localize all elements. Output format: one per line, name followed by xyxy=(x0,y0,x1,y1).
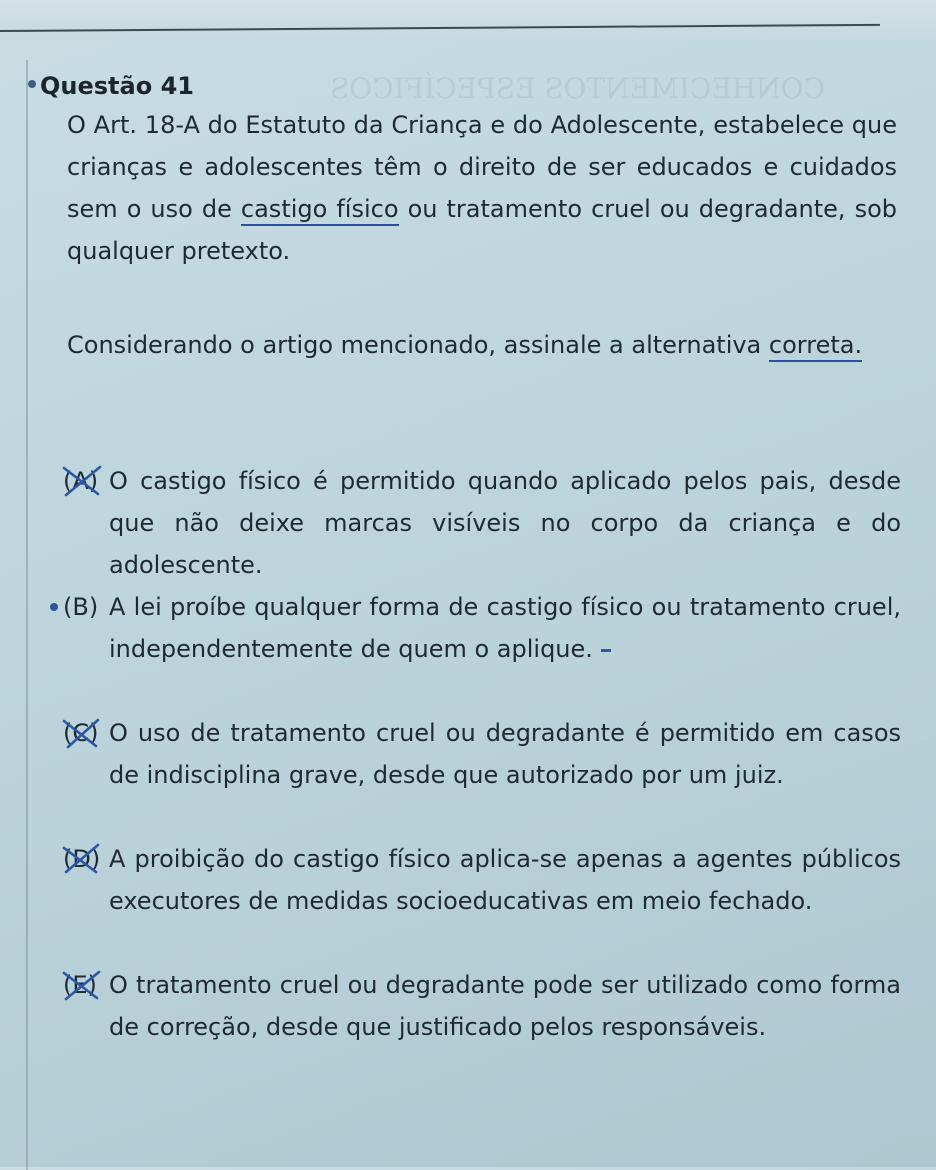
alternative-text: O tratamento cruel ou degradante pode ser utilizado como forma de correção, desde que justificado pelos responsáveis. xyxy=(109,971,901,1041)
bleed-through-text: CONHECIMENTOS ESPECÍFICOS xyxy=(330,72,825,105)
question-statement xyxy=(67,104,897,272)
alternative-d[interactable] xyxy=(63,838,901,922)
statement-text-2: ou tratamento cruel ou degradante, sob qualquer pretexto. xyxy=(67,195,898,265)
question-title: Questão 41 xyxy=(40,72,194,100)
instruction-underlined: correta. xyxy=(769,331,862,362)
alternative-letter: (C) xyxy=(63,719,99,747)
alternative-b[interactable] xyxy=(63,586,901,670)
alternative-letter: (A) xyxy=(63,467,99,495)
alternative-text-content: A lei proíbe qualquer forma de castigo físico ou tratamento cruel, independentemente de quem o aplique. xyxy=(109,593,901,663)
pen-dash-mark xyxy=(601,649,611,652)
left-margin-line xyxy=(26,60,28,1170)
alternative-text: A proibição do castigo físico aplica-se apenas a agentes públicos executores de medidas socioeducativas em meio fechado. xyxy=(109,845,901,915)
alternative-text xyxy=(109,586,901,670)
alternative-letter: (D) xyxy=(63,845,101,873)
statement-text-1: O Art. 18-A do Estatuto da Criança e do Adolescente, estabelece que crianças e adolescentes têm o direito de ser educados e cuidados sem o uso de xyxy=(67,111,897,223)
alternative-text: O castigo físico é permitido quando aplicado pelos pais, desde que não deixe marcas visíveis no corpo da criança e do adolescente. xyxy=(109,467,901,579)
pen-dot-mark xyxy=(50,603,58,611)
title-bullet-mark xyxy=(28,80,36,88)
question-instruction xyxy=(67,324,897,366)
alternative-e[interactable] xyxy=(63,964,901,1048)
alternative-letter: (B) xyxy=(63,593,99,621)
page-top-band xyxy=(0,0,936,40)
alternative-text: O uso de tratamento cruel ou degradante é permitido em casos de indisciplina grave, desde que autorizado por um juiz. xyxy=(109,719,901,789)
alternative-letter: (E) xyxy=(63,971,97,999)
alternative-c[interactable] xyxy=(63,712,901,796)
statement-underlined: castigo físico xyxy=(241,195,399,226)
alternative-a[interactable] xyxy=(63,460,901,586)
instruction-text: Considerando o artigo mencionado, assinale a alternativa xyxy=(67,331,769,359)
